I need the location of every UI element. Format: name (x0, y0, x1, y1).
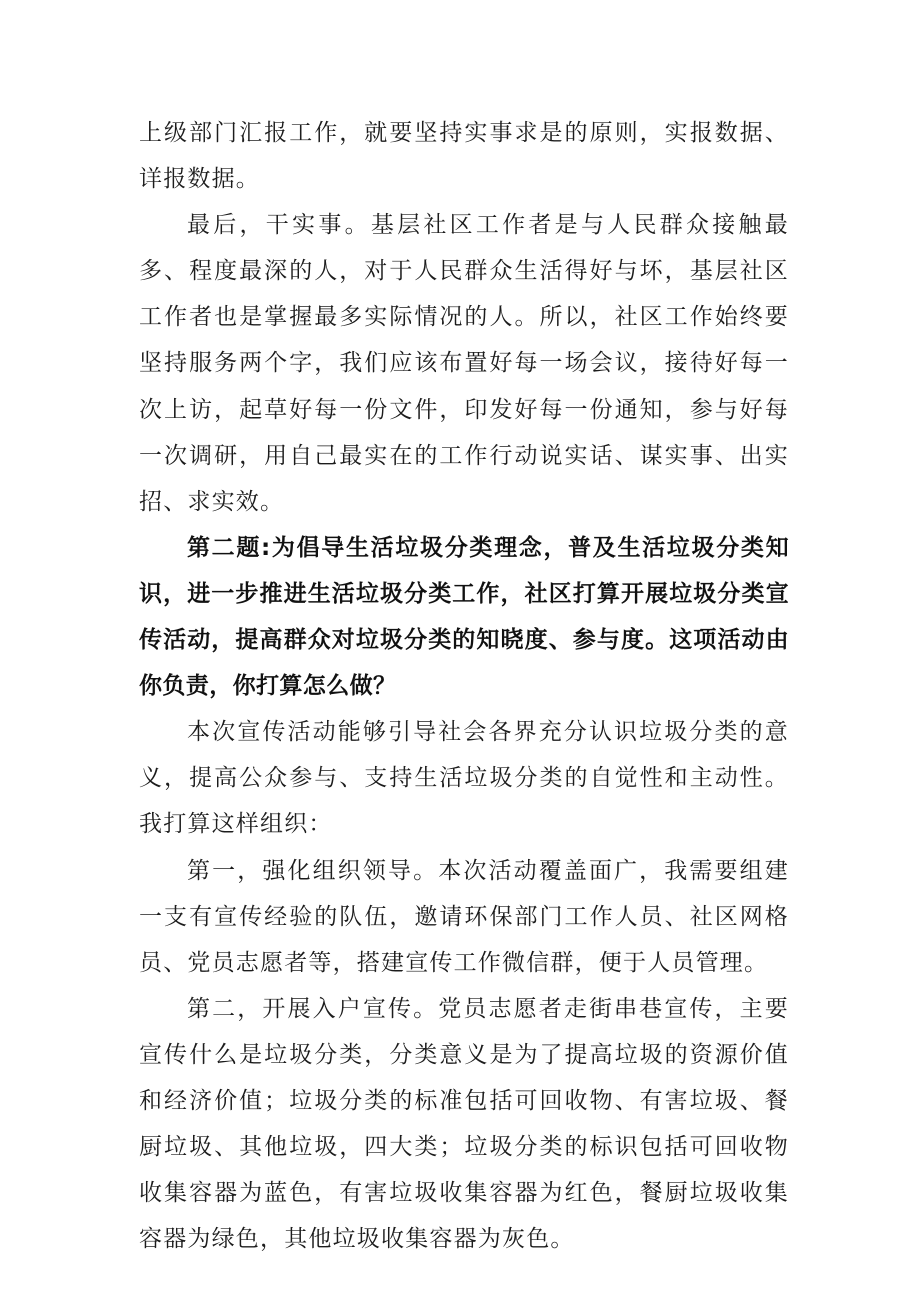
paragraph-second: 第二，开展入户宣传。党员志愿者走街串巷宣传，主要宣传什么是垃圾分类，分类意义是为了提高垃圾的资源价值和经济价值；垃圾分类的标准包括可回收物、有害垃圾、餐厨垃圾、其他垃圾，四大类；垃圾分类的标识包括可回收物收集容器为蓝色，有害垃圾收集容器为红色，餐厨垃圾收集容器为绿色，其他垃圾收集容器为灰色。 (139, 995, 789, 1253)
paragraph-finally: 最后，干实事。基层社区工作者是与人民群众接触最多、程度最深的人，对于人民群众生活得好与坏，基层社区工作者也是掌握最多实际情况的人。所以，社区工作始终要坚持服务两个字，我们应该布置好每一场会议，接待好每一次上访，起草好每一份文件，印发好每一份通知，参与好每一次调研，用自己最实在的工作行动说实话、谋实事、出实招、求实效。 (139, 212, 789, 515)
question-heading: 第二题:为倡导生活垃圾分类理念，普及生活垃圾分类知识，进一步推进生活垃圾分类工作，社区打算开展垃圾分类宣传活动，提高群众对垃圾分类的知晓度、参与度。这项活动由你负责，你打算怎么做？ (139, 534, 789, 700)
paragraph-intro: 本次宣传活动能够引导社会各界充分认识垃圾分类的意义，提高公众参与、支持生活垃圾分类的自觉性和主动性。我打算这样组织： (139, 719, 789, 838)
paragraph-continuation: 上级部门汇报工作，就要坚持实事求是的原则，实报数据、详报数据。 (139, 120, 789, 193)
document-body (139, 110, 789, 1262)
paragraph-first: 第一，强化组织领导。本次活动覆盖面广，我需要组建一支有宣传经验的队伍，邀请环保部门工作人员、社区网格员、党员志愿者等，搭建宣传工作微信群，便于人员管理。 (139, 857, 789, 976)
